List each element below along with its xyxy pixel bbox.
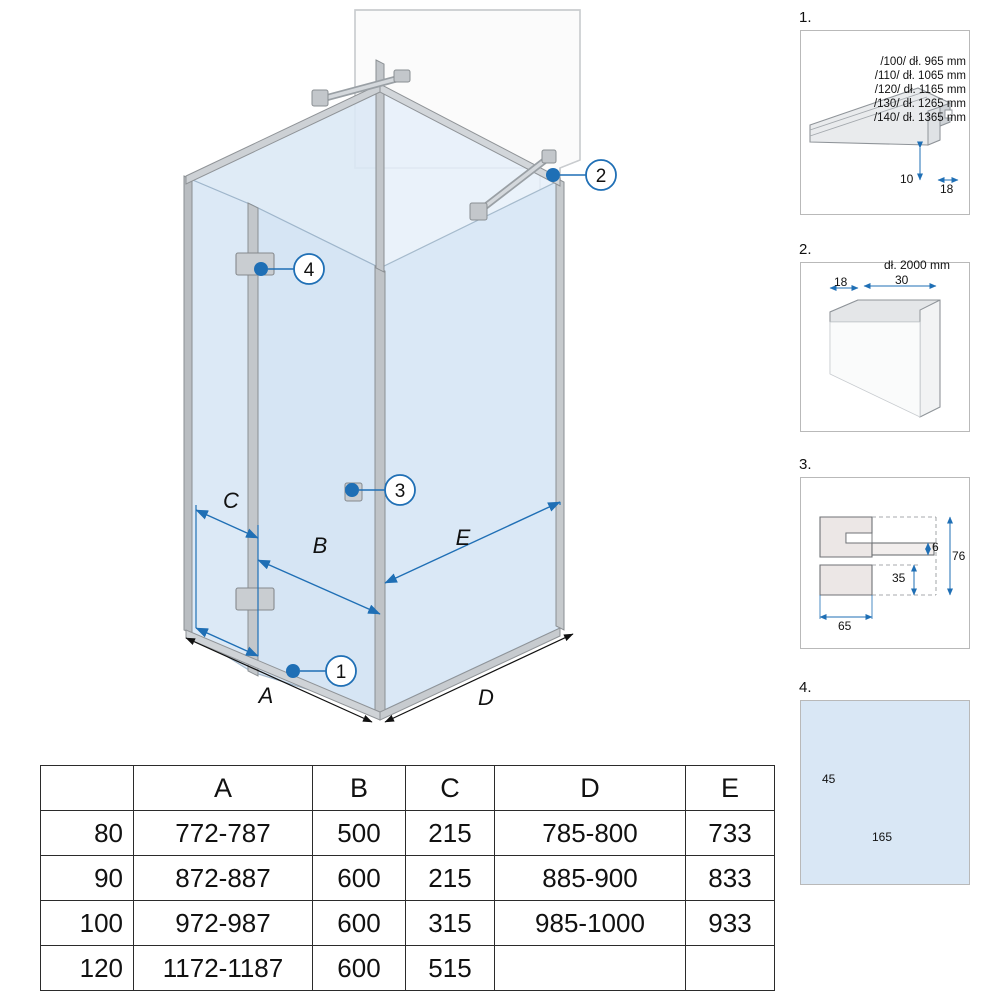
dimension-c-label: C xyxy=(223,488,239,513)
detail-1-dim-left: 10 xyxy=(900,172,914,186)
callout-1-label: 1 xyxy=(335,662,347,683)
row-90-e: 833 xyxy=(686,856,775,901)
row-90-d: 885-900 xyxy=(495,856,686,901)
detail-3-dim-65: 65 xyxy=(838,619,852,633)
detail-3-dim-35: 35 xyxy=(892,571,906,585)
table-header-a: A xyxy=(134,766,313,811)
row-100-size: 100 xyxy=(41,901,134,946)
row-80-a: 772-787 xyxy=(134,811,313,856)
detail-1-line-1: /100/ dł. 965 mm xyxy=(880,56,966,68)
dimension-d-label: D xyxy=(478,685,494,710)
row-80-size: 80 xyxy=(41,811,134,856)
row-80-e: 733 xyxy=(686,811,775,856)
detail-4-dim-165: 165 xyxy=(872,830,893,844)
detail-panel-2 xyxy=(799,241,970,432)
detail-1-number: 1. xyxy=(799,9,812,26)
callout-4-label: 4 xyxy=(303,260,315,281)
detail-1-line-3: /120/ dł. 1165 mm xyxy=(874,84,966,96)
detail-3-number: 3. xyxy=(799,456,812,473)
table-row xyxy=(41,946,775,991)
row-100-e: 933 xyxy=(686,901,775,946)
row-100-d: 985-1000 xyxy=(495,901,686,946)
detail-1-line-5: /140/ dł. 1365 mm xyxy=(873,112,966,124)
row-90-c: 215 xyxy=(406,856,495,901)
detail-3-dim-6: 6 xyxy=(932,540,939,554)
detail-4-dim-45: 45 xyxy=(822,772,836,786)
row-90-b: 600 xyxy=(313,856,406,901)
row-90-size: 90 xyxy=(41,856,134,901)
callout-3-label: 3 xyxy=(394,481,406,502)
table-header-size xyxy=(41,766,134,811)
callout-2-label: 2 xyxy=(595,166,607,187)
row-100-a: 972-987 xyxy=(134,901,313,946)
row-100-c: 315 xyxy=(406,901,495,946)
detail-1-dim-right: 18 xyxy=(940,182,954,196)
table-header-c: C xyxy=(406,766,495,811)
table-header-e: E xyxy=(686,766,775,811)
row-120-d xyxy=(495,946,686,991)
detail-1-line-4: /130/ dł. 1265 mm xyxy=(873,98,966,110)
detail-3-dim-76: 76 xyxy=(952,549,966,563)
row-80-c: 215 xyxy=(406,811,495,856)
table-row xyxy=(41,856,775,901)
detail-panel-3 xyxy=(799,456,970,649)
row-120-size: 120 xyxy=(41,946,134,991)
table-header-d: D xyxy=(495,766,686,811)
detail-panel-4 xyxy=(799,679,970,885)
detail-2-dim-left: 18 xyxy=(834,275,848,289)
detail-2-dim-right: 30 xyxy=(895,273,909,287)
detail-panel-1 xyxy=(799,9,970,215)
detail-2-length: dł. 2000 mm xyxy=(884,258,951,272)
table-header-row xyxy=(41,766,775,811)
row-120-e xyxy=(686,946,775,991)
detail-2-number: 2. xyxy=(799,241,812,258)
table-row xyxy=(41,901,775,946)
detail-4-number: 4. xyxy=(799,679,812,696)
row-120-a: 1172-1187 xyxy=(134,946,313,991)
dimension-a-label: A xyxy=(258,683,274,708)
table-header-b: B xyxy=(313,766,406,811)
row-120-b: 600 xyxy=(313,946,406,991)
row-90-a: 872-887 xyxy=(134,856,313,901)
row-120-c: 515 xyxy=(406,946,495,991)
dimension-b-label: B xyxy=(312,533,328,558)
dimension-table xyxy=(40,765,775,991)
row-100-b: 600 xyxy=(313,901,406,946)
glass-panel-right xyxy=(380,180,560,712)
row-80-b: 500 xyxy=(313,811,406,856)
row-80-d: 785-800 xyxy=(495,811,686,856)
dimension-e-label: E xyxy=(455,525,471,550)
table-row xyxy=(41,811,775,856)
detail-1-line-2: /110/ dł. 1065 mm xyxy=(874,70,966,82)
